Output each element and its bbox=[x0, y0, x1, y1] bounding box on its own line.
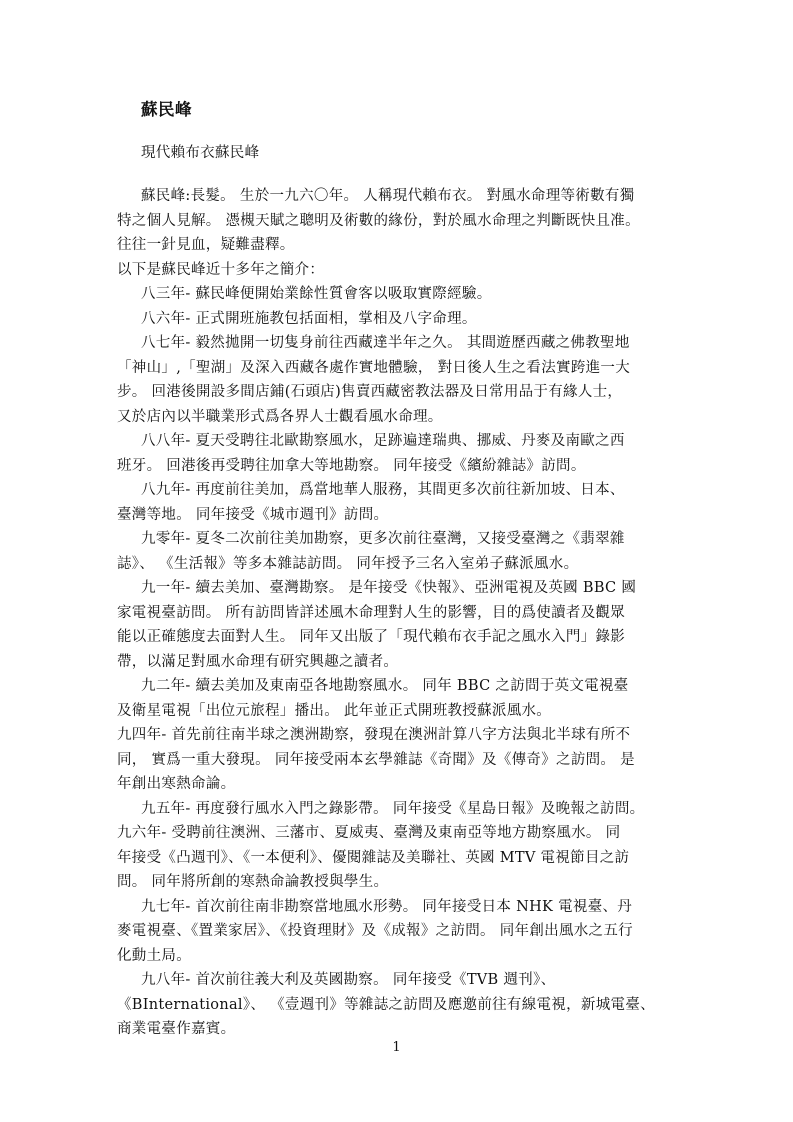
text-line: 問。 同年將所創的寒熱命論教授與學生。 bbox=[117, 874, 389, 890]
document-subtitle: 現代賴布衣蘇民峰 bbox=[141, 145, 260, 161]
text-line: 能以正確態度去面對人生。 同年又出版了「現代賴布衣手記之風水入門」錄影 bbox=[117, 629, 626, 645]
text-line: 特之個人見解。 憑槻天賦之聰明及術數的緣份，對於風水命理之判斷既快且准。 bbox=[117, 212, 640, 229]
text-line: 九五年- 再度發行風水入門之錄影帶。 同年接受《星島日報》及晚報之訪問。 bbox=[141, 800, 645, 817]
text-line: 八八年- 夏天受聘往北歐勘察風水，足跡遍達瑞典、挪威、丹麥及南歐之西 bbox=[141, 433, 625, 449]
text-line: 八六年- 正式開班施教包括面相，掌相及八字命理。 bbox=[141, 310, 477, 327]
text-line: 臺灣等地。 同年接受《城市週刊》訪問。 bbox=[117, 506, 389, 523]
text-line: 九二年- 續去美加及東南亞各地勘察風水。 同年 BBC 之訪問于英文電視臺 bbox=[141, 678, 629, 694]
text-line: 九七年- 首次前往南非勘察當地風水形勢。 同年接受日本 NHK 電視臺、丹 bbox=[141, 898, 633, 915]
document-body bbox=[117, 184, 675, 1042]
text-line: 九零年- 夏冬二次前往美加勘察，更多次前往臺灣，又接受臺灣之《翡翠雜 bbox=[141, 531, 625, 547]
text-line: 及衛星電視「出位元旅程」播出。 此年並正式開班教授蘇派風水。 bbox=[117, 702, 552, 719]
text-line: 蘇民峰:長髮。 生於一九六〇年。 人稱現代賴布衣。 對風水命理等術數有獨 bbox=[141, 188, 635, 204]
text-line: 帶，以滿足對風水命理有研究興趣之讀者。 bbox=[117, 653, 399, 670]
text-line: 九四年- 首先前往南半球之澳洲勘察，發現在澳洲計算八字方法與北半球有所不 bbox=[117, 727, 631, 743]
text-line: 商業電臺作嘉賓。 bbox=[117, 1021, 236, 1037]
text-line: 誌》、 《生活報》等多本雜誌訪問。 同年授予三名入室弟子蘇派風水。 bbox=[117, 555, 579, 572]
text-line: 班牙。 回港後再受聘往加拿大等地勘察。 同年接受《繽紛雜誌》訪問。 bbox=[117, 457, 586, 474]
text-line: 九六年- 受聘前往澳洲、三藩市、夏威夷、臺灣及東南亞等地方勘察風水。 同 bbox=[117, 825, 621, 841]
text-line: 又於店內以半職業形式爲各界人士觀看風水命理。 bbox=[117, 408, 443, 425]
text-line: 步。 回港後開設多間店鋪(石頭店)售賣西藏密教法器及日常用品于有緣人士， bbox=[117, 384, 623, 400]
text-line: 《BInternational》、 《壹週刊》等雜誌之訪問及應邀前往有線電視，新城電臺、 bbox=[117, 996, 655, 1013]
text-line: 同， 實爲一重大發現。 同年接受兩本玄學雜誌《奇聞》及《傳奇》之訪問。 是 bbox=[117, 751, 635, 768]
text-line: 化動土局。 bbox=[117, 947, 191, 964]
text-line: 家電視臺訪問。 所有訪問皆詳述風木命理對人生的影響，目的爲使讀者及觀眾 bbox=[117, 604, 626, 621]
document-title: 蘇民峰 bbox=[141, 100, 192, 119]
text-line: 「神山」,「聖湖」及深入西藏各處作實地體驗， 對日後人生之看法實跨進一大 bbox=[117, 359, 631, 376]
page-number: 1 bbox=[392, 1040, 401, 1055]
text-line: 以下是蘇民峰近十多年之簡介： bbox=[117, 261, 325, 278]
text-line: 麥電視臺、《置業家居》、《投資理財》及《成報》之訪問。 同年創出風水之五行 bbox=[117, 923, 633, 939]
text-line: 年接受《凸週刊》、《一本便利》、優閱雜誌及美聯社、英國 MTV 電視節目之訪 bbox=[117, 849, 630, 866]
text-line: 年創出寒熱命論。 bbox=[117, 776, 236, 792]
text-line: 九八年- 首次前往義大利及英國勘察。 同年接受《TVB 週刊》、 bbox=[141, 972, 556, 988]
text-line: 八七年- 毅然拋開一切隻身前往西藏達半年之久。 其間遊歷西藏之佛教聖地 bbox=[141, 335, 630, 351]
text-line: 八三年- 蘇民峰便開始業餘性質會客以吸取實際經驗。 bbox=[141, 286, 492, 302]
text-line: 九一年- 續去美加、臺灣勘察。 是年接受《快報》、亞洲電視及英國 BBC 國 bbox=[141, 580, 637, 596]
text-line: 往往一針見血，疑難盡釋。 bbox=[117, 237, 295, 253]
text-line: 八九年- 再度前往美加，爲當地華人服務，其間更多次前往新加坡、日本、 bbox=[141, 482, 625, 498]
